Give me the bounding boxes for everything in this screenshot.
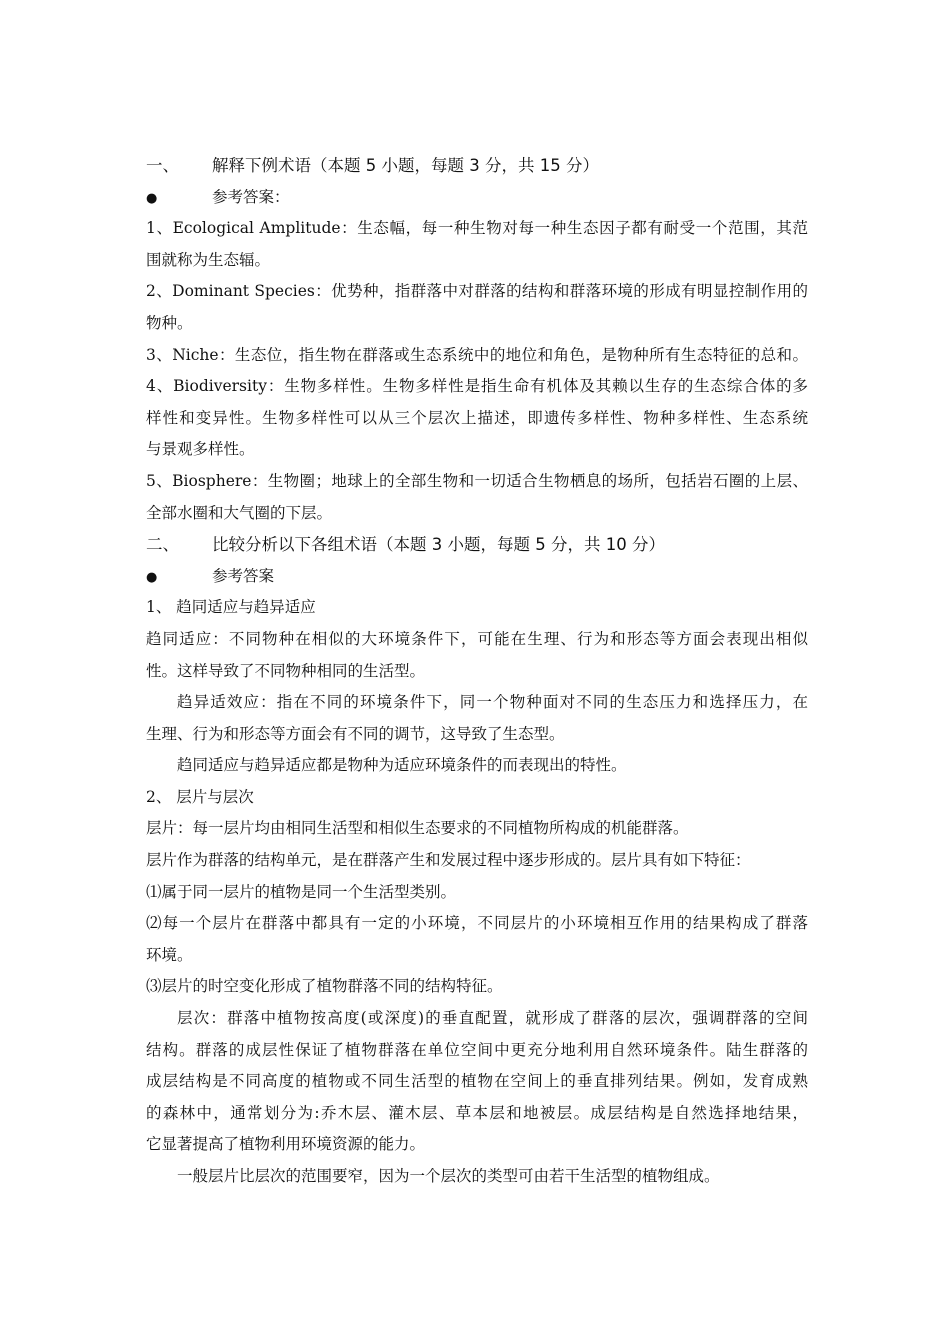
s2-line-1: 1、 趋同适应与趋异适应: [146, 598, 316, 617]
s1-line-8: 与景观多样性。: [146, 440, 255, 459]
s2-line-7: 2、 层片与层次: [146, 787, 254, 806]
section-2-number: 二、: [146, 535, 179, 555]
s2-line-11: ⑵每一个层片在群落中都具有一定的小环境，不同层片的小环境相互作用的结果构成了群落: [146, 914, 808, 933]
s1-line-5: 3、Niche：生态位，指生物在群落或生态系统中的地位和角色，是物种所有生态特征的总和。: [146, 345, 808, 364]
s2-line-2: 趋同适应：不同物种在相似的大环境条件下，可能在生理、行为和形态等方面会表现出相似: [146, 629, 808, 648]
s2-line-4: 趋异适效应：指在不同的环境条件下，同一个物种面对不同的生态压力和选择压力，在: [177, 693, 808, 712]
section-1-heading: [146, 150, 808, 182]
s2-line-5: 生理、行为和形态等方面会有不同的调节，这导致了生态型。: [146, 724, 565, 743]
s1-line-3: 2、Dominant Species：优势种，指群落中对群落的结构和群落环境的形成有明显控制作用的: [146, 282, 808, 301]
s1-line-4: 物种。: [146, 313, 193, 332]
section-1-title: 解释下例术语（本题 5 小题，每题 3 分，共 15 分）: [212, 156, 599, 175]
section-2-answer-label: 参考答案: [212, 566, 275, 585]
s1-line-10: 全部水圈和大气圈的下层。: [146, 503, 333, 522]
s2-line-6: 趋同适应与趋异适应都是物种为适应环境条件的而表现出的特性。: [177, 756, 627, 775]
s1-line-9: 5、Biosphere：生物圈；地球上的全部生物和一切适合生物栖息的场所，包括岩石圈的上层、: [146, 471, 808, 490]
s2-line-19: 一般层片比层次的范围要窄，因为一个层次的类型可由若干生活型的植物组成。: [177, 1167, 720, 1185]
s1-line-7: 样性和变异性。生物多样性可以从三个层次上描述，即遗传多样性、物种多样性、生态系统: [146, 408, 808, 427]
s2-line-17: 的森林中，通常划分为:乔木层、灌木层、草本层和地被层。成层结构是自然选择地结果，: [146, 1103, 808, 1122]
section-2-heading: [146, 529, 808, 561]
section-1-number: 一、: [146, 156, 179, 175]
s1-line-2: 围就称为生态辐。: [146, 250, 271, 269]
bullet-icon: ●: [146, 190, 158, 206]
s1-line-6: 4、Biodiversity：生物多样性。生物多样性是指生命有机体及其赖以生存的生态综合体的多: [146, 377, 808, 396]
s2-line-16: 成层结构是不同高度的植物或不同生活型的植物在空间上的垂直排列结果。例如，发育成熟: [146, 1072, 808, 1091]
bullet-icon: ●: [146, 569, 158, 585]
s2-line-10: ⑴属于同一层片的植物是同一个生活型类别。: [146, 882, 457, 901]
s2-line-13: ⑶层片的时空变化形成了植物群落不同的结构特征。: [146, 977, 503, 996]
s2-line-3: 性。这样导致了不同物种相同的生活型。: [146, 661, 426, 680]
s2-line-9: 层片作为群落的结构单元，是在群落产生和发展过程中逐步形成的。层片具有如下特征：: [146, 851, 751, 870]
section-2-answer-label-row: [146, 561, 808, 593]
s2-line-15: 结构。群落的成层性保证了植物群落在单位空间中更充分地利用自然环境条件。陆生群落的: [146, 1040, 808, 1059]
section-1-answer-label-row: [146, 182, 808, 214]
s2-line-8: 层片：每一层片均由相同生活型和相似生态要求的不同植物所构成的机能群落。: [146, 819, 689, 838]
section-1-answer-label: 参考答案：: [212, 187, 290, 206]
s1-line-1: 1、Ecological Amplitude：生态幅，每一种生物对每一种生态因子都有耐受一个范围，其范: [146, 219, 808, 238]
section-2-title: 比较分析以下各组术语（本题 3 小题，每题 5 分，共 10 分）: [212, 535, 665, 555]
s2-line-18: 它显著提高了植物利用环境资源的能力。: [146, 1135, 426, 1154]
s2-line-14: 层次：群落中植物按高度(或深度)的垂直配置，就形成了群落的层次，强调群落的空间: [177, 1009, 808, 1028]
s2-line-12: 环境。: [146, 945, 193, 964]
document-page: [146, 150, 808, 1193]
